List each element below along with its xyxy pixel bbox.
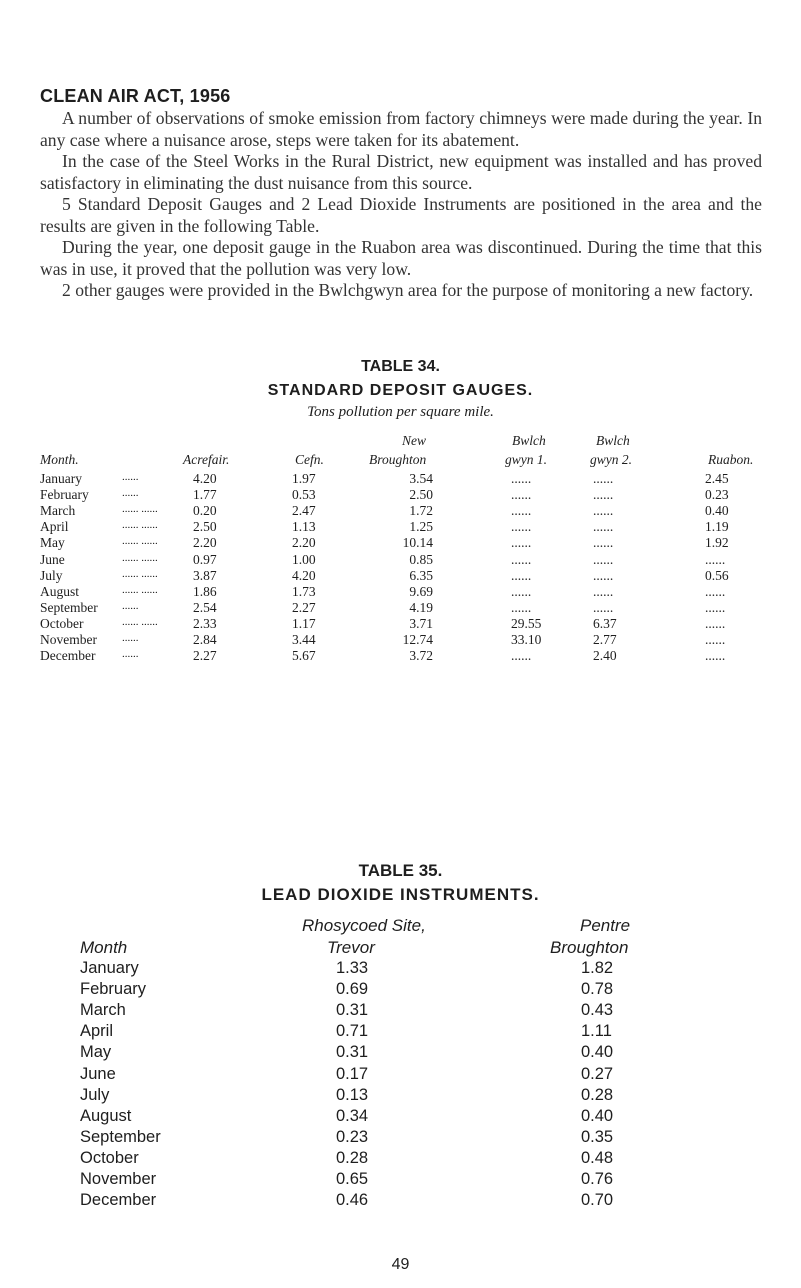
cell-bwlchgwyn-2: ...... (593, 519, 614, 535)
paragraph: 2 other gauges were provided in the Bwlchgwyn area for the purpose of monitoring a new factory. (62, 280, 754, 300)
cell-pentre-broughton: 0.40 (581, 1106, 614, 1125)
cell-month: September (80, 1127, 161, 1146)
table-34-units: Tons pollution per square mile. (307, 404, 494, 420)
cell-new-broughton: 4.19 (409, 599, 433, 615)
cell-month: June (40, 551, 65, 567)
cell-pentre-broughton: 0.43 (581, 1001, 614, 1020)
cell-bwlchgwyn-2: ...... (593, 551, 614, 567)
col-header-acrefair: Acrefair. (183, 452, 230, 467)
cell-pentre-broughton: 1.82 (581, 959, 614, 977)
cell-leader: ...... (122, 471, 139, 483)
cell-cefn: 1.17 (292, 615, 316, 631)
cell-month: November (80, 1170, 157, 1188)
cell-month: March (40, 503, 76, 519)
col-header-pentre-top: Pentre (580, 916, 631, 935)
cell-month: July (80, 1085, 110, 1104)
cell-month: October (40, 615, 84, 631)
cell-rhosycoed: 0.34 (336, 1106, 369, 1125)
cell-leader: ...... ...... (122, 503, 158, 516)
cell-leader: ...... (122, 487, 139, 500)
cell-acrefair: 2.27 (193, 648, 217, 664)
paragraph: A number of observations of smoke emission from factory chimneys were made during the year. In any case where a nuisance arose, steps were taken for its abatement. (40, 108, 762, 150)
cell-bwlchgwyn-2: ...... (593, 503, 614, 519)
cell-ruabon: 1.92 (705, 535, 729, 551)
cell-bwlchgwyn-1: ...... (511, 567, 532, 583)
col-header-rhosycoed-top: Rhosycoed Site, (302, 916, 426, 935)
cell-pentre-broughton: 0.48 (581, 1148, 614, 1167)
cell-bwlchgwyn-2: ...... (593, 471, 614, 486)
cell-bwlchgwyn-1: ...... (511, 648, 532, 664)
cell-acrefair: 2.20 (193, 535, 217, 551)
cell-ruabon: ...... (705, 551, 726, 567)
cell-leader: ...... ...... (122, 551, 158, 564)
cell-month: July (40, 567, 63, 583)
col-header-month: Month (80, 938, 128, 957)
cell-month: August (80, 1106, 132, 1125)
cell-month: September (40, 599, 98, 615)
cell-new-broughton: 3.72 (409, 648, 433, 664)
cell-bwlchgwyn-1: 29.55 (511, 615, 542, 631)
col-header-pentre-broughton: Broughton (550, 938, 629, 957)
cell-cefn: 1.73 (292, 583, 316, 599)
cell-bwlchgwyn-1: ...... (511, 471, 532, 486)
cell-month: January (80, 959, 139, 977)
paragraph: 5 Standard Deposit Gauges and 2 Lead Dioxide Instruments are positioned in the area and the results are given in the following Table. (40, 194, 762, 236)
cell-month: December (40, 648, 96, 664)
cell-month: November (40, 632, 97, 647)
cell-month: May (40, 535, 65, 551)
cell-cefn: 4.20 (292, 567, 316, 583)
col-header-bwlchgwyn-2-top: Bwlch (596, 433, 630, 448)
cell-acrefair: 3.87 (193, 567, 217, 583)
cell-bwlchgwyn-1: ...... (511, 551, 532, 567)
cell-ruabon: 0.23 (705, 487, 729, 503)
cell-month: February (40, 487, 89, 503)
paragraph: During the year, one deposit gauge in the Ruabon area was discontinued. During the time that this was in use, it proved that the pollution was very low. (40, 237, 762, 279)
cell-leader: ...... ...... (122, 567, 158, 580)
cell-rhosycoed: 0.31 (336, 1043, 369, 1062)
cell-pentre-broughton: 1.11 (581, 1022, 612, 1041)
cell-month: January (40, 471, 82, 486)
cell-leader: ...... ...... (122, 519, 158, 532)
cell-month: April (80, 1022, 114, 1041)
cell-ruabon: 0.56 (705, 567, 729, 583)
cell-rhosycoed: 0.31 (336, 1001, 369, 1020)
cell-ruabon: ...... (705, 583, 726, 599)
cell-rhosycoed: 0.46 (336, 1191, 369, 1210)
cell-new-broughton: 1.72 (409, 503, 433, 519)
cell-cefn: 1.00 (292, 551, 316, 567)
cell-month: October (80, 1148, 139, 1167)
cell-month: June (80, 1064, 116, 1083)
cell-new-broughton: 2.50 (409, 487, 433, 503)
cell-new-broughton: 6.35 (409, 567, 433, 583)
cell-cefn: 2.20 (292, 535, 316, 551)
cell-pentre-broughton: 0.35 (581, 1127, 614, 1146)
cell-bwlchgwyn-1: 33.10 (511, 632, 542, 647)
col-header-cefn: Cefn. (295, 452, 324, 467)
cell-new-broughton: 1.25 (409, 519, 433, 535)
cell-acrefair: 4.20 (193, 471, 217, 486)
cell-leader: ...... (122, 648, 139, 661)
cell-month: February (80, 980, 147, 999)
cell-acrefair: 0.97 (193, 551, 217, 567)
cell-acrefair: 1.77 (193, 487, 217, 503)
cell-cefn: 1.13 (292, 519, 316, 535)
cell-bwlchgwyn-1: ...... (511, 503, 532, 519)
cell-month: August (40, 583, 80, 599)
cell-rhosycoed: 0.65 (336, 1170, 369, 1188)
cell-rhosycoed: 0.28 (336, 1148, 369, 1167)
table-35-title: TABLE 35. (358, 861, 443, 880)
cell-acrefair: 2.50 (193, 519, 217, 535)
cell-cefn: 2.47 (292, 503, 316, 519)
cell-bwlchgwyn-2: ...... (593, 535, 614, 551)
cell-month: March (80, 1001, 126, 1020)
col-header-new-broughton-top: New (402, 433, 427, 448)
page-number: 49 (391, 1256, 410, 1273)
cell-rhosycoed: 0.13 (336, 1085, 369, 1104)
cell-bwlchgwyn-1: ...... (511, 599, 532, 615)
cell-acrefair: 1.86 (193, 583, 217, 599)
cell-month: December (80, 1191, 157, 1210)
cell-acrefair: 2.33 (193, 615, 217, 631)
cell-rhosycoed: 1.33 (336, 959, 369, 977)
cell-bwlchgwyn-2: 2.77 (593, 632, 617, 647)
cell-leader: ...... ...... (122, 535, 158, 548)
cell-ruabon: 2.45 (705, 471, 729, 486)
page-heading: CLEAN AIR ACT, 1956 (40, 86, 231, 106)
cell-ruabon: ...... (705, 632, 726, 647)
cell-acrefair: 2.84 (193, 632, 217, 647)
cell-new-broughton: 3.54 (409, 471, 433, 486)
cell-month: May (80, 1043, 112, 1062)
cell-rhosycoed: 0.71 (336, 1022, 369, 1041)
cell-bwlchgwyn-1: ...... (511, 583, 532, 599)
cell-bwlchgwyn-1: ...... (511, 535, 532, 551)
cell-ruabon: 1.19 (705, 519, 729, 535)
cell-rhosycoed: 0.69 (336, 980, 369, 999)
cell-rhosycoed: 0.23 (336, 1127, 369, 1146)
cell-leader: ...... (122, 632, 139, 644)
cell-bwlchgwyn-2: ...... (593, 487, 614, 503)
cell-new-broughton: 10.14 (402, 535, 433, 551)
paragraph: In the case of the Steel Works in the Rural District, new equipment was installed and has proved satisfactory in eliminating the dust nuisance from this source. (40, 151, 762, 193)
cell-leader: ...... ...... (122, 615, 158, 628)
col-header-bwlchgwyn-1: gwyn 1. (505, 452, 547, 467)
cell-new-broughton: 0.85 (409, 551, 433, 567)
cell-cefn: 0.53 (292, 487, 316, 503)
cell-leader: ...... (122, 599, 139, 612)
col-header-new-broughton: Broughton (369, 452, 427, 467)
cell-month: April (40, 519, 69, 535)
col-header-month: Month. (40, 452, 79, 467)
table-34-title: TABLE 34. (361, 358, 440, 375)
table-35-subtitle: LEAD DIOXIDE INSTRUMENTS. (261, 885, 540, 904)
cell-bwlchgwyn-2: 2.40 (593, 648, 617, 664)
col-header-bwlchgwyn-2: gwyn 2. (590, 452, 632, 467)
cell-new-broughton: 9.69 (409, 583, 433, 599)
cell-bwlchgwyn-1: ...... (511, 487, 532, 503)
cell-acrefair: 2.54 (193, 599, 217, 615)
cell-pentre-broughton: 0.40 (581, 1043, 614, 1062)
cell-ruabon: ...... (705, 648, 726, 664)
cell-new-broughton: 3.71 (409, 615, 433, 631)
cell-pentre-broughton: 0.28 (581, 1085, 614, 1104)
cell-cefn: 2.27 (292, 599, 316, 615)
table-34-subtitle: STANDARD DEPOSIT GAUGES. (267, 382, 534, 399)
cell-ruabon: ...... (705, 599, 726, 615)
cell-pentre-broughton: 0.76 (581, 1170, 614, 1188)
cell-cefn: 3.44 (292, 632, 316, 647)
cell-ruabon: ...... (705, 615, 726, 631)
cell-rhosycoed: 0.17 (336, 1064, 369, 1083)
col-header-bwlchgwyn-1-top: Bwlch (512, 433, 546, 448)
col-header-rhosycoed: Trevor (327, 938, 375, 957)
cell-ruabon: 0.40 (705, 503, 729, 519)
cell-bwlchgwyn-2: ...... (593, 583, 614, 599)
cell-cefn: 5.67 (292, 648, 316, 664)
cell-pentre-broughton: 0.70 (581, 1191, 614, 1210)
cell-bwlchgwyn-2: 6.37 (593, 615, 617, 631)
cell-new-broughton: 12.74 (402, 632, 433, 647)
cell-pentre-broughton: 0.78 (581, 980, 614, 999)
cell-bwlchgwyn-2: ...... (593, 599, 614, 615)
cell-pentre-broughton: 0.27 (581, 1064, 614, 1083)
cell-acrefair: 0.20 (193, 503, 217, 519)
cell-cefn: 1.97 (292, 471, 316, 486)
body-text (40, 108, 762, 302)
cell-bwlchgwyn-2: ...... (593, 567, 614, 583)
cell-bwlchgwyn-1: ...... (511, 519, 532, 535)
col-header-ruabon: Ruabon. (708, 452, 754, 467)
cell-leader: ...... ...... (122, 583, 158, 596)
